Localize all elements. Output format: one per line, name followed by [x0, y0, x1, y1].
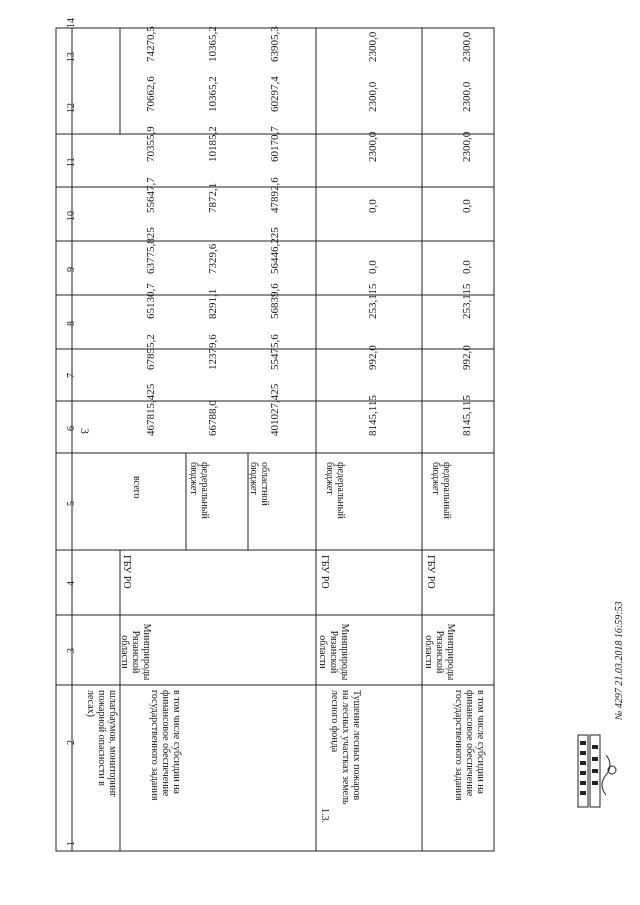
col-header-13: 13: [66, 52, 77, 62]
row1-regional-c13: 63905,3: [269, 26, 281, 62]
row2-c8: 253,115: [367, 283, 379, 319]
row1-total-c7: 67855,2: [145, 334, 157, 370]
row3-c13: 2300,0: [461, 31, 473, 62]
row1-total-c13: 74270,5: [145, 26, 157, 62]
row1-federal-c6: 66788,0: [207, 400, 219, 436]
row1-total-c11: 70355,9: [145, 126, 157, 162]
row2-c10: 0,0: [367, 199, 379, 213]
row1-federal-c12: 10365,2: [207, 76, 219, 112]
row2-c9: 0,0: [367, 260, 379, 274]
col-header-1: 1: [66, 841, 77, 846]
col-header-3: 3: [66, 648, 77, 653]
row2-c13: 2300,0: [367, 31, 379, 62]
col-header-7: 7: [66, 373, 77, 378]
row1-regional-c12: 60297,4: [269, 76, 281, 112]
row1-regional-c7: 55475,6: [269, 334, 281, 370]
row3-c8: 253,115: [461, 283, 473, 319]
col-header-10: 10: [66, 211, 77, 221]
row2-name: Тушение лесных пожаров на лесных участках земель лесного фонда: [329, 690, 362, 805]
row1-total-c9: 63775,825: [145, 227, 157, 274]
row1-name: в том числе субсидии на финансовое обеспечение государственного задания: [149, 690, 182, 801]
row2-c7: 992,0: [367, 345, 379, 370]
col-header-2: 2: [66, 740, 77, 745]
row1-regional-c11: 60170,7: [269, 126, 281, 162]
col-header-11: 11: [66, 157, 77, 167]
row3-c7: 992,0: [461, 345, 473, 370]
row3-exec: ГБУ РО: [425, 555, 436, 589]
row1-exec: ГБУ РО: [121, 555, 132, 589]
row3-c12: 2300,0: [461, 81, 473, 112]
col-header-6: 6: [66, 426, 77, 431]
page-number: 3: [78, 428, 92, 434]
row1-regional-c10: 47892,6: [269, 177, 281, 213]
col-header-14: 14: [66, 18, 77, 28]
row1-source-federal: федеральный бюджет: [188, 462, 210, 519]
row3-c11: 2300,0: [461, 131, 473, 162]
col-header-5: 5: [66, 501, 77, 506]
row2-c12: 2300,0: [367, 81, 379, 112]
row3-name: в том числе субсидии на финансовое обеспечение государственного задания: [453, 690, 486, 801]
row1-regional-c6: 401027,425: [269, 383, 281, 436]
col-header-8: 8: [66, 321, 77, 326]
row2-org: Минприроды Рязанской области: [317, 623, 350, 681]
row1-federal-c10: 7872,1: [207, 182, 219, 213]
row3-c6: 8145,115: [461, 395, 473, 436]
registration-stamp: № 4297 21.03.2018 16:59:53: [614, 601, 625, 720]
row1-federal-c7: 12379,6: [207, 334, 219, 370]
row2-code: 1.3.: [319, 808, 330, 823]
row1-org: Минприроды Рязанской области: [119, 623, 152, 681]
col-header-4: 4: [66, 581, 77, 586]
row3-org: Минприроды Рязанской области: [423, 623, 456, 681]
col-header-9: 9: [66, 267, 77, 272]
row3-source: федеральный бюджет: [430, 462, 452, 519]
row1-source-regional: областной бюджет: [248, 462, 270, 506]
row1-federal-c9: 7329,6: [207, 243, 219, 274]
row2-source: федеральный бюджет: [324, 462, 346, 519]
row1-total-c12: 70662,6: [145, 76, 157, 112]
row1-federal-c13: 10365,2: [207, 26, 219, 62]
row1-federal-c8: 8291,1: [207, 288, 219, 319]
row0-name: шлагбаумов, мониторинг пожарной опасности в лесах): [85, 690, 118, 798]
row2-exec: ГБУ РО: [319, 555, 330, 589]
row1-total-c6: 467815,425: [145, 383, 157, 436]
row1-source-total: всего: [131, 476, 142, 499]
row3-c10: 0,0: [461, 199, 473, 213]
row1-total-c10: 55647,7: [145, 177, 157, 213]
row2-c11: 2300,0: [367, 131, 379, 162]
col-header-12: 12: [66, 103, 77, 113]
row2-c6: 8145,115: [367, 395, 379, 436]
row3-c9: 0,0: [461, 260, 473, 274]
row1-regional-c9: 56446,225: [269, 227, 281, 274]
row1-total-c8: 65130,7: [145, 283, 157, 319]
row1-regional-c8: 56839,6: [269, 283, 281, 319]
row1-federal-c11: 10185,2: [207, 126, 219, 162]
